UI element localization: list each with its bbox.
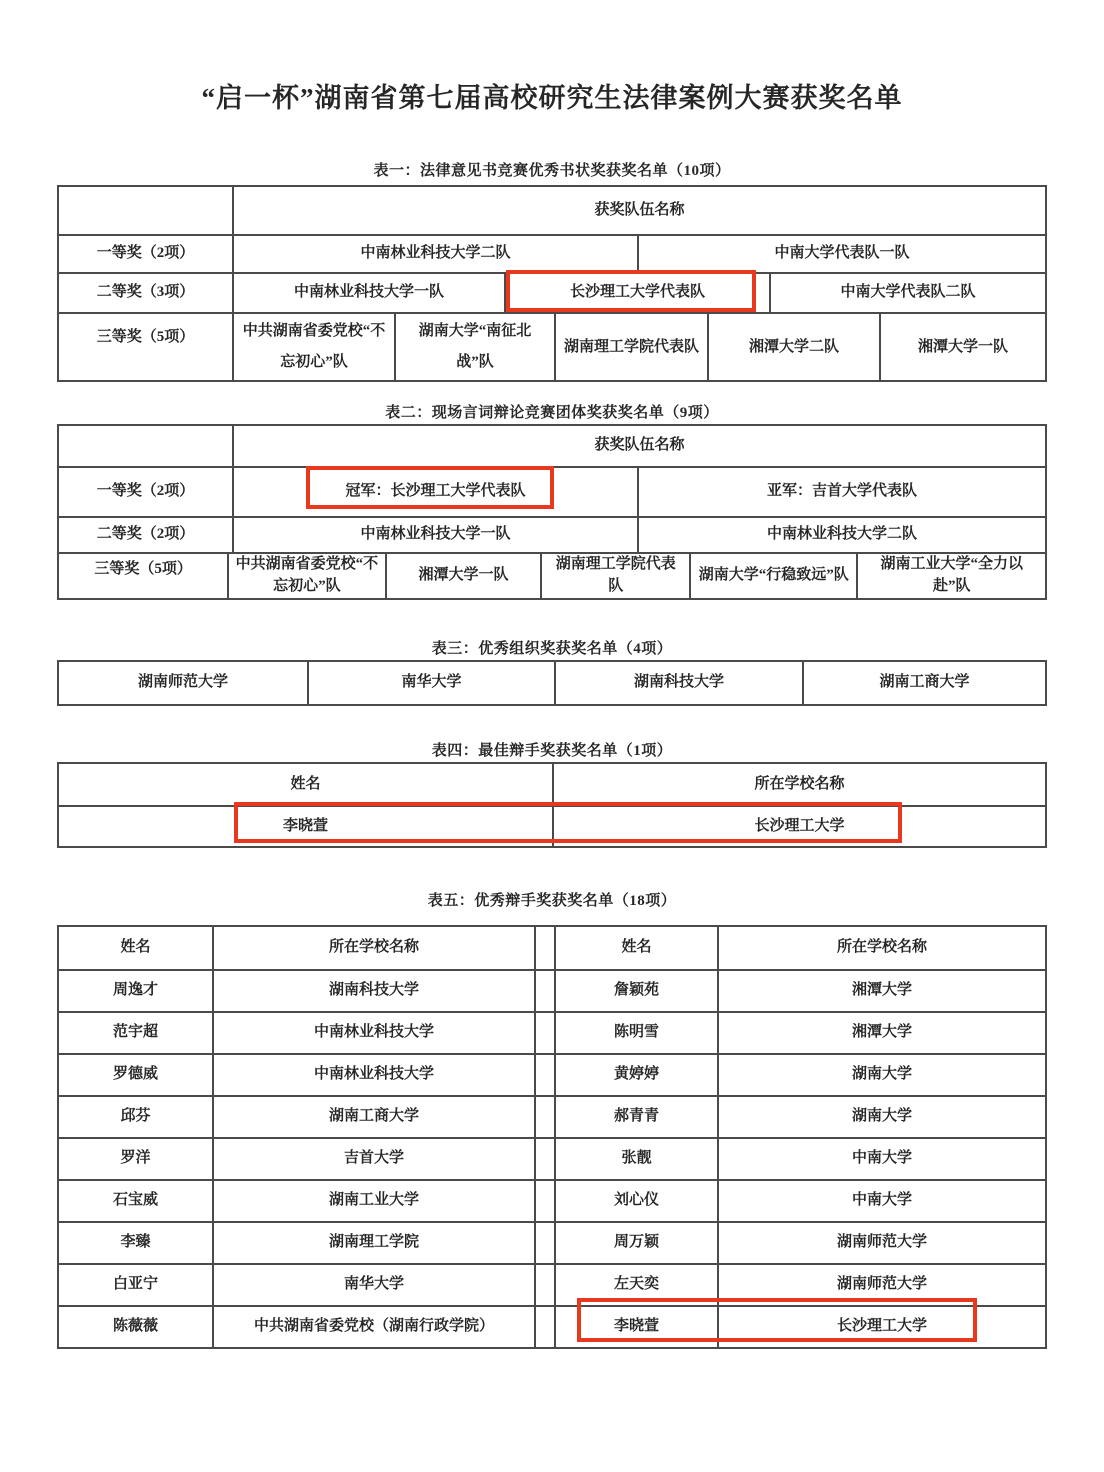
debater-school-cell: 湖南大学: [717, 1097, 1045, 1137]
spacer-cell: [534, 1223, 554, 1263]
spacer-cell: [534, 1307, 554, 1347]
team-cell: 湘潭大学一队: [385, 554, 541, 598]
table3-organization-awards: [57, 660, 1047, 706]
table1-first-prize-row: [59, 234, 1045, 272]
debater-school-cell: 湖南科技大学: [212, 971, 534, 1011]
debater-name-cell: 周逸才: [112, 982, 158, 999]
award-tier-cell: 三等奖（5项）: [96, 329, 195, 345]
debater-school-cell: 湖南师范大学: [717, 1265, 1045, 1305]
table1-team-header-cell: 获奖队伍名称: [232, 187, 1045, 234]
debater-name-cell: 李晓萱: [282, 817, 328, 834]
debater-school-cell: 湖南师范大学: [717, 1223, 1045, 1263]
table5-row: [59, 1137, 1045, 1179]
award-tier-cell: 一等奖（2项）: [96, 483, 195, 500]
debater-school-cell: 湖南工业大学: [212, 1181, 534, 1221]
table1-third-prize-row: [59, 312, 1045, 380]
award-tier-cell: 一等奖（2项）: [96, 245, 195, 262]
team-cell: 湘潭大学二队: [707, 314, 879, 380]
debater-name-cell: 陈薇薇: [112, 1318, 158, 1335]
debater-name-cell: 刘心仪: [554, 1181, 717, 1221]
school-header-cell: 所在学校名称: [717, 927, 1045, 969]
debater-name-cell: 白亚宁: [112, 1276, 158, 1293]
spacer-cell: [534, 1139, 554, 1179]
debater-name-cell: 左天奕: [554, 1265, 717, 1305]
name-header-cell: 姓名: [120, 939, 151, 956]
debater-school-cell: 湘潭大学: [717, 1013, 1045, 1053]
table1-caption: 表一：法律意见书竞赛优秀书状奖获奖名单（10项）: [373, 163, 731, 179]
table1-header-row: [59, 187, 1045, 234]
team-cell: 湖南理工学院代表队: [540, 554, 689, 598]
table2-caption: 表二：现场言词辩论竞赛团体奖获奖名单（9项）: [385, 405, 719, 421]
table5-row: [59, 1263, 1045, 1305]
team-cell: 中南大学代表队一队: [637, 236, 1045, 272]
school-header-cell: 所在学校名称: [212, 927, 534, 969]
org-cell: 湖南科技大学: [554, 662, 802, 704]
award-tier-cell: 二等奖（3项）: [96, 284, 195, 301]
debater-school-cell: 中共湖南省委党校（湖南行政学院）: [212, 1307, 534, 1347]
org-cell: 湖南师范大学: [137, 674, 228, 691]
table2-third-prize-row: [59, 552, 1045, 598]
debater-name-cell: 詹颖苑: [554, 971, 717, 1011]
debater-name-cell: 陈明雪: [554, 1013, 717, 1053]
team-cell: 中南大学代表队二队: [769, 274, 1045, 312]
table5-row: [59, 1305, 1045, 1347]
spacer-cell: [534, 971, 554, 1011]
team-cell: 中南林业科技大学一队: [232, 274, 504, 312]
table5-row: [59, 969, 1045, 1011]
team-cell: 中共湖南省委党校“不忘初心”队: [232, 314, 394, 380]
name-header-cell: 姓名: [290, 775, 321, 792]
debater-name-cell: 黄婷婷: [554, 1055, 717, 1095]
table3-caption: 表三：优秀组织奖获奖名单（4项）: [431, 641, 673, 657]
spacer-cell: [534, 927, 554, 969]
debater-school-cell: 中南林业科技大学: [212, 1055, 534, 1095]
spacer-cell: [534, 1055, 554, 1095]
debater-name-cell: 邱芬: [120, 1108, 151, 1125]
debater-school-cell-highlighted: 长沙理工大学: [717, 1307, 1045, 1347]
team-cell: 湘潭大学一队: [879, 314, 1045, 380]
team-cell: 湖南理工学院代表队: [554, 314, 707, 380]
table1-corner-cell: [59, 187, 232, 234]
table2-debate-team-awards: [57, 424, 1047, 600]
debater-school-cell: 中南林业科技大学: [212, 1013, 534, 1053]
debater-name-cell-highlighted: 李晓萱: [554, 1307, 717, 1347]
table5-row: [59, 1221, 1045, 1263]
debater-school-cell: 南华大学: [212, 1265, 534, 1305]
table5-caption: 表五：优秀辩手奖获奖名单（18项）: [427, 893, 677, 909]
award-tier-cell: 三等奖（5项）: [94, 561, 192, 577]
debater-name-cell: 郝青青: [554, 1097, 717, 1137]
team-cell: 中南林业科技大学二队: [232, 236, 637, 272]
debater-school-cell: 湖南大学: [717, 1055, 1045, 1095]
award-tier-cell: 二等奖（2项）: [96, 526, 195, 543]
team-cell-highlighted: 冠军：长沙理工大学代表队: [232, 468, 637, 516]
debater-name-cell: 张靓: [554, 1139, 717, 1179]
debater-name-cell: 罗德威: [112, 1066, 158, 1083]
spacer-cell: [534, 1181, 554, 1221]
spacer-cell: [534, 1265, 554, 1305]
school-header-cell: 所在学校名称: [552, 764, 1045, 805]
debater-school-cell: 湖南理工学院: [212, 1223, 534, 1263]
table2-header-row: [59, 426, 1045, 466]
table4-header-row: [59, 764, 1045, 805]
debater-name-cell: 李臻: [120, 1234, 151, 1251]
team-cell: 湖南工业大学“全力以赴”队: [856, 554, 1045, 598]
table5-header-row: [59, 927, 1045, 969]
table5-row: [59, 1095, 1045, 1137]
table4-caption: 表四：最佳辩手奖获奖名单（1项）: [431, 743, 673, 759]
table1-second-prize-row: [59, 272, 1045, 312]
table2-second-prize-row: [59, 516, 1045, 552]
org-cell: 湖南工商大学: [802, 662, 1045, 704]
debater-school-cell: 吉首大学: [212, 1139, 534, 1179]
debater-name-cell: 范宇超: [112, 1024, 158, 1041]
table1-legal-opinion-awards: [57, 185, 1047, 382]
debater-name-cell: 周万颖: [554, 1223, 717, 1263]
org-cell: 南华大学: [307, 662, 554, 704]
team-cell: 亚军：吉首大学代表队: [637, 468, 1045, 516]
debater-school-cell: 长沙理工大学: [552, 807, 1045, 846]
table2-corner-cell: [59, 426, 232, 466]
team-cell: 湖南大学“行稳致远”队: [689, 554, 856, 598]
debater-school-cell: 中南大学: [717, 1139, 1045, 1179]
table3-row: [59, 662, 1045, 704]
debater-school-cell: 湘潭大学: [717, 971, 1045, 1011]
team-cell: 中南林业科技大学二队: [637, 518, 1045, 552]
table5-row: [59, 1053, 1045, 1095]
team-cell-highlighted: 长沙理工大学代表队: [504, 274, 769, 312]
team-cell: 湖南大学“南征北战”队: [394, 314, 554, 380]
spacer-cell: [534, 1013, 554, 1053]
name-header-cell: 姓名: [554, 927, 717, 969]
table4-winner-row: [59, 805, 1045, 846]
debater-name-cell: 罗洋: [120, 1150, 151, 1167]
table5-excellent-debater-awards: [57, 925, 1047, 1349]
debater-name-cell: 石宝威: [112, 1192, 158, 1209]
document-title: “启一杯”湖南省第七届高校研究生法律案例大赛获奖名单: [201, 83, 903, 113]
debater-school-cell: 湖南工商大学: [212, 1097, 534, 1137]
team-cell: 中南林业科技大学一队: [232, 518, 637, 552]
debater-school-cell: 中南大学: [717, 1181, 1045, 1221]
table5-row: [59, 1011, 1045, 1053]
table4-best-debater-award: [57, 762, 1047, 848]
table2-first-prize-row: [59, 466, 1045, 516]
spacer-cell: [534, 1097, 554, 1137]
team-cell: 中共湖南省委党校“不忘初心”队: [227, 554, 385, 598]
table2-team-header-cell: 获奖队伍名称: [232, 426, 1045, 466]
table5-row: [59, 1179, 1045, 1221]
